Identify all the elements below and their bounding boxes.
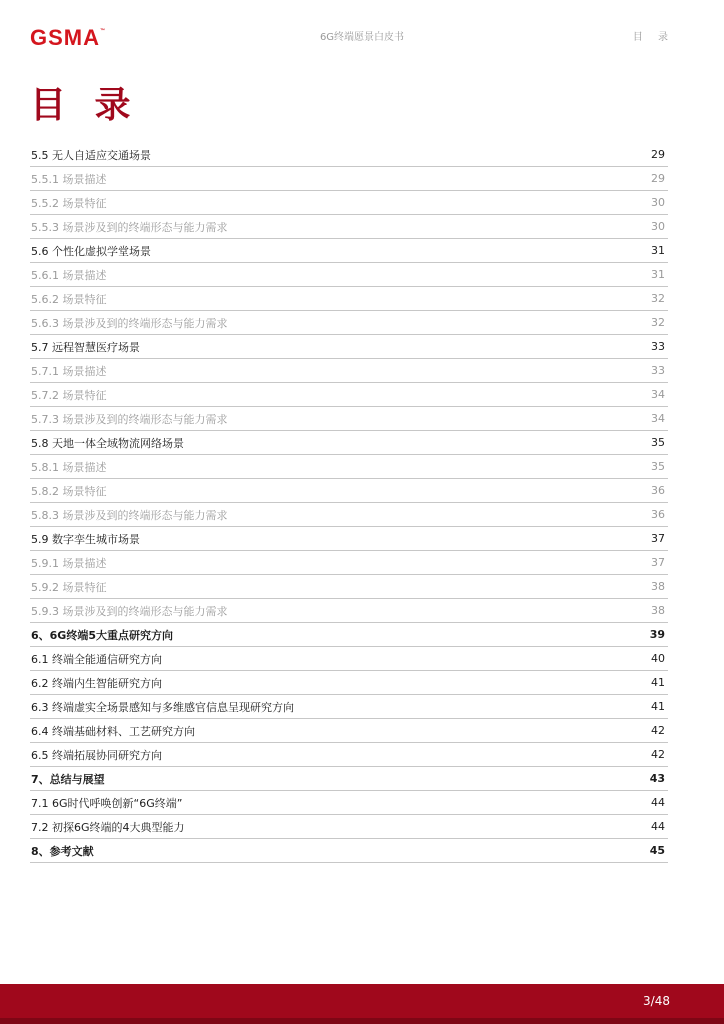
- toc-entry-page: 41: [651, 676, 665, 689]
- toc-entry[interactable]: [30, 719, 668, 743]
- toc-entry-page: 40: [651, 652, 665, 665]
- toc-entry-label: 8、参考文献: [31, 844, 94, 858]
- toc-entry[interactable]: [30, 479, 668, 503]
- toc-entry[interactable]: [30, 575, 668, 599]
- toc-entry-page: 36: [651, 484, 665, 497]
- toc-entry-page: 30: [651, 220, 665, 233]
- toc-entry-label: 5.6.1 场景描述: [31, 268, 107, 282]
- toc-entry-page: 34: [651, 388, 665, 401]
- toc-entry[interactable]: [30, 239, 668, 263]
- toc-entry-page: 33: [651, 340, 665, 353]
- toc-entry-label: 5.7.2 场景特征: [31, 388, 107, 402]
- toc-entry-label: 5.5.3 场景涉及到的终端形态与能力需求: [31, 220, 228, 234]
- toc-entry-label: 5.9.1 场景描述: [31, 556, 107, 570]
- toc-entry[interactable]: [30, 791, 668, 815]
- toc-entry[interactable]: [30, 671, 668, 695]
- toc-entry[interactable]: [30, 647, 668, 671]
- toc-entry-label: 7.1 6G时代呼唤创新“6G终端”: [31, 796, 183, 810]
- toc-entry-label: 5.8.2 场景特征: [31, 484, 107, 498]
- toc-entry-page: 45: [649, 844, 665, 857]
- toc-entry-page: 38: [651, 580, 665, 593]
- toc-entry-label: 5.5.2 场景特征: [31, 196, 107, 210]
- toc-entry-page: 37: [651, 532, 665, 545]
- toc-entry-label: 7、总结与展望: [31, 772, 105, 786]
- toc-entry-label: 5.7.1 场景描述: [31, 364, 107, 378]
- page-title: 目 录: [30, 85, 139, 126]
- toc-entry-label: 5.9.2 场景特征: [31, 580, 107, 594]
- toc-entry[interactable]: [30, 623, 668, 647]
- logo-trademark: ™: [100, 28, 105, 34]
- logo-text: GSMA: [30, 25, 100, 50]
- page-footer: [0, 984, 724, 1024]
- toc-entry-label: 5.5 无人自适应交通场景: [31, 148, 151, 162]
- toc-entry-page: 29: [651, 148, 665, 161]
- toc-entry[interactable]: [30, 335, 668, 359]
- toc-entry[interactable]: [30, 431, 668, 455]
- toc-entry[interactable]: [30, 695, 668, 719]
- toc-entry[interactable]: [30, 263, 668, 287]
- toc-entry-page: 41: [651, 700, 665, 713]
- toc-entry-label: 5.6.3 场景涉及到的终端形态与能力需求: [31, 316, 228, 330]
- toc-entry-page: 32: [651, 292, 665, 305]
- toc-entry-page: 32: [651, 316, 665, 329]
- toc-entry[interactable]: [30, 815, 668, 839]
- toc-entry-label: 5.7 远程智慧医疗场景: [31, 340, 140, 354]
- toc-entry-label: 6.2 终端内生智能研究方向: [31, 676, 162, 690]
- document-title: 6G终端愿景白皮书: [319, 32, 405, 43]
- toc-entry-label: 5.8.1 场景描述: [31, 460, 107, 474]
- toc-entry-page: 31: [651, 244, 665, 257]
- toc-entry-label: 5.9.3 场景涉及到的终端形态与能力需求: [31, 604, 228, 618]
- toc-entry[interactable]: [30, 839, 668, 863]
- toc-entry[interactable]: [30, 311, 668, 335]
- toc-entry-page: 44: [651, 820, 665, 833]
- toc-entry[interactable]: [30, 359, 668, 383]
- toc-entry-page: 37: [651, 556, 665, 569]
- toc-entry-label: 5.8.3 场景涉及到的终端形态与能力需求: [31, 508, 228, 522]
- toc-entry-label: 6.3 终端虚实全场景感知与多维感官信息呈现研究方向: [31, 700, 294, 714]
- toc-entry[interactable]: [30, 167, 668, 191]
- toc-entry[interactable]: [30, 215, 668, 239]
- toc-entry-page: 33: [651, 364, 665, 377]
- toc-entry[interactable]: [30, 407, 668, 431]
- toc-entry[interactable]: [30, 143, 668, 167]
- toc-entry-label: 5.5.1 场景描述: [31, 172, 107, 186]
- toc-entry-page: 29: [651, 172, 665, 185]
- toc-entry-page: 34: [651, 412, 665, 425]
- toc-entry[interactable]: [30, 191, 668, 215]
- toc-entry-page: 31: [651, 268, 665, 281]
- toc-entry-label: 5.6.2 场景特征: [31, 292, 107, 306]
- toc-entry-label: 6.5 终端拓展协同研究方向: [31, 748, 162, 762]
- toc-entry[interactable]: [30, 551, 668, 575]
- toc-entry-label: 6、6G终端5大重点研究方向: [31, 628, 173, 642]
- toc-entry-page: 36: [651, 508, 665, 521]
- toc-entry-page: 38: [651, 604, 665, 617]
- toc-entry-page: 44: [651, 796, 665, 809]
- toc-entry-label: 5.8 天地一体全域物流网络场景: [31, 436, 184, 450]
- header-section-label: 目 录: [632, 32, 674, 43]
- toc-entry[interactable]: [30, 743, 668, 767]
- toc-entry-page: 30: [651, 196, 665, 209]
- toc-entry[interactable]: [30, 455, 668, 479]
- toc-entry-label: 5.9 数字孪生城市场景: [31, 532, 140, 546]
- page-number: 3/48: [643, 994, 670, 1008]
- toc-entry-page: 42: [651, 724, 665, 737]
- toc-entry-label: 7.2 初探6G终端的4大典型能力: [31, 820, 185, 834]
- footer-band: [0, 1018, 724, 1024]
- toc-entry-page: 35: [651, 460, 665, 473]
- toc-entry[interactable]: [30, 287, 668, 311]
- toc-entry-label: 6.4 终端基础材料、工艺研究方向: [31, 724, 195, 738]
- toc-entry-page: 43: [649, 772, 665, 785]
- toc-entry-page: 42: [651, 748, 665, 761]
- toc-entry[interactable]: [30, 527, 668, 551]
- toc-entry-label: 5.7.3 场景涉及到的终端形态与能力需求: [31, 412, 228, 426]
- toc-entry[interactable]: [30, 503, 668, 527]
- toc-entry[interactable]: [30, 767, 668, 791]
- toc-entry-label: 5.6 个性化虚拟学堂场景: [31, 244, 151, 258]
- page-header: [0, 0, 724, 60]
- toc-entry[interactable]: [30, 383, 668, 407]
- toc-entry[interactable]: [30, 599, 668, 623]
- toc-entry-label: 6.1 终端全能通信研究方向: [31, 652, 162, 666]
- toc-entry-page: 39: [649, 628, 665, 641]
- table-of-contents: [30, 143, 668, 863]
- toc-entry-page: 35: [651, 436, 665, 449]
